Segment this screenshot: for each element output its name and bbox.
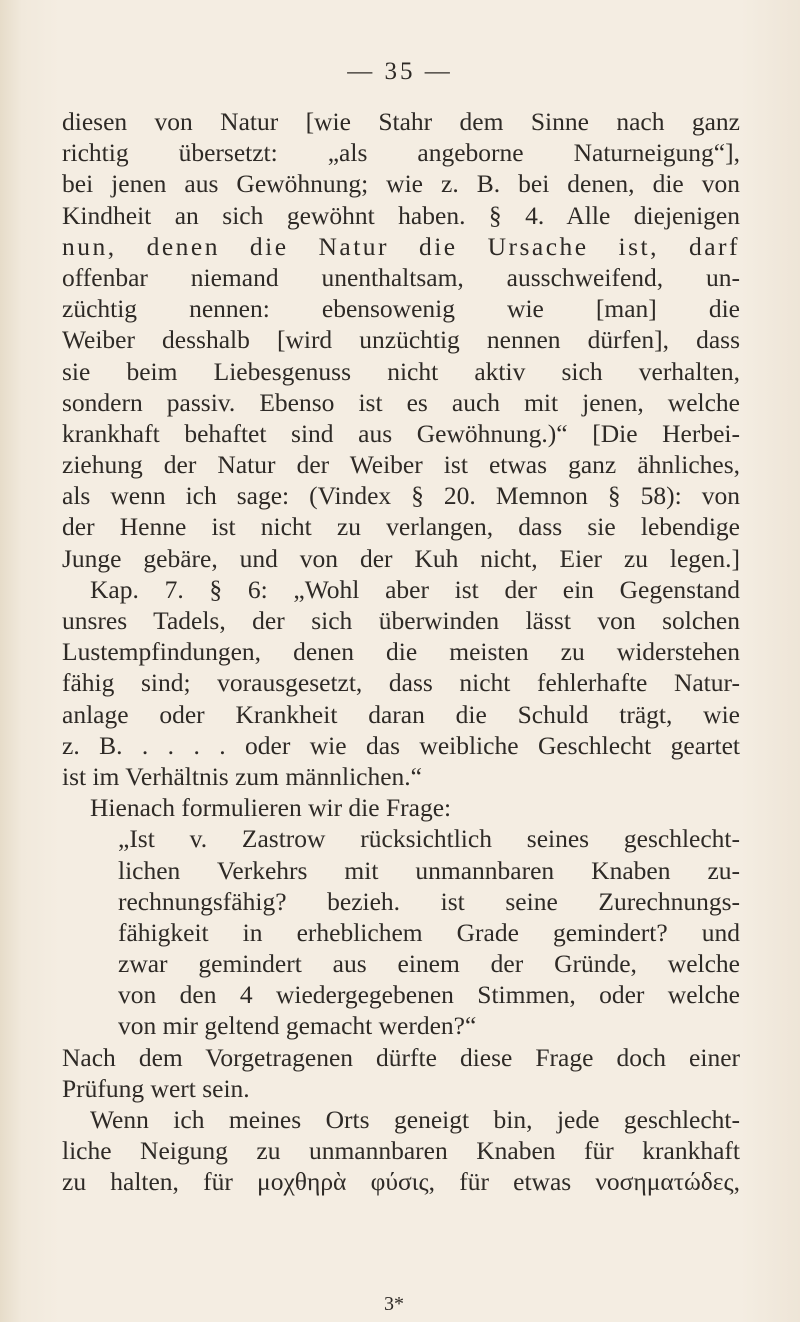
text-line: Junge gebäre, und von der Kuh nicht, Eier zu legen.]: [62, 543, 740, 573]
text-line: von mir geltend gemacht werden?“: [118, 1011, 477, 1041]
text-line: Nach dem Vorgetragenen dürfte diese Frage doch einer: [62, 1042, 740, 1072]
text-line: lichen Verkehrs mit unmannbaren Knaben zu-: [118, 855, 740, 885]
text-line: sondern passiv. Ebenso ist es auch mit jenen, welche: [62, 387, 740, 417]
text-line: Prüfung wert sein.: [62, 1073, 250, 1103]
text-line: fähigkeit in erheblichem Grade gemindert? und: [118, 917, 740, 947]
text-line: krankhaft behaftet sind aus Gewöhnung.)“ [Die Herbei-: [62, 418, 740, 448]
text-line: nun, denen die Natur die Ursache ist, darf: [62, 231, 740, 261]
text-line: ist im Verhältnis zum männlichen.“: [62, 761, 423, 791]
text-line: anlage oder Krankheit daran die Schuld trägt, wie: [62, 699, 740, 729]
text-line: Weiber desshalb [wird unzüchtig nennen dürfen], dass: [62, 325, 740, 355]
page-header: — 35 —: [347, 58, 453, 85]
text-line: sie beim Liebesgenuss nicht aktiv sich verhalten,: [62, 356, 740, 386]
text-line: Lustempfindungen, denen die meisten zu widerstehen: [62, 637, 740, 667]
text-line: richtig übersetzt: „als angeborne Naturneigung“],: [62, 138, 740, 168]
text-line: züchtig nennen: ebensowenig wie [man] die: [62, 294, 740, 324]
text-line: „Ist v. Zastrow rücksichtlich seines geschlecht-: [118, 824, 740, 854]
text-line: Kindheit an sich gewöhnt haben. § 4. Alle diejenigen: [62, 200, 740, 230]
text-line: zwar gemindert aus einem der Gründe, welche: [118, 949, 740, 979]
text-line: Kap. 7. § 6: „Wohl aber ist der ein Gegenstand: [90, 574, 740, 604]
text-line: als wenn ich sage: (Vindex § 20. Memnon § 58): von: [62, 481, 740, 511]
text-line: z. B. . . . . oder wie das weibliche Geschlecht geartet: [62, 730, 740, 760]
text-line: zu halten, für μοχθηρὰ φύσις, für etwas νοσηματώδες,: [62, 1167, 740, 1197]
text-line: von den 4 wiedergegebenen Stimmen, oder welche: [118, 980, 740, 1010]
text-line: liche Neigung zu unmannbaren Knaben für krankhaft: [62, 1136, 740, 1166]
text-line: der Henne ist nicht zu verlangen, dass sie lebendige: [62, 512, 740, 542]
text-line: ziehung der Natur der Weiber ist etwas ganz ähnliches,: [62, 450, 740, 480]
text-line: Hienach formulieren wir die Frage:: [90, 793, 452, 823]
text-line: rechnungsfähig? bezieh. ist seine Zurechnungs-: [118, 886, 740, 916]
text-line: Wenn ich meines Orts geneigt bin, jede geschlecht-: [90, 1105, 740, 1134]
text-line: diesen von Natur [wie Stahr dem Sinne nach ganz: [62, 107, 740, 136]
text-line: bei jenen aus Gewöhnung; wie z. B. bei denen, die von: [62, 169, 740, 199]
text-line: unsres Tadels, der sich überwinden lässt von solchen: [62, 606, 740, 635]
signature-mark: 3*: [384, 1293, 404, 1315]
text-line: fähig sind; vorausgesetzt, dass nicht fehlerhafte Natur-: [62, 668, 740, 698]
text-line: offenbar niemand unenthaltsam, ausschweifend, un-: [62, 262, 740, 292]
page-body-text: [62, 106, 740, 1198]
